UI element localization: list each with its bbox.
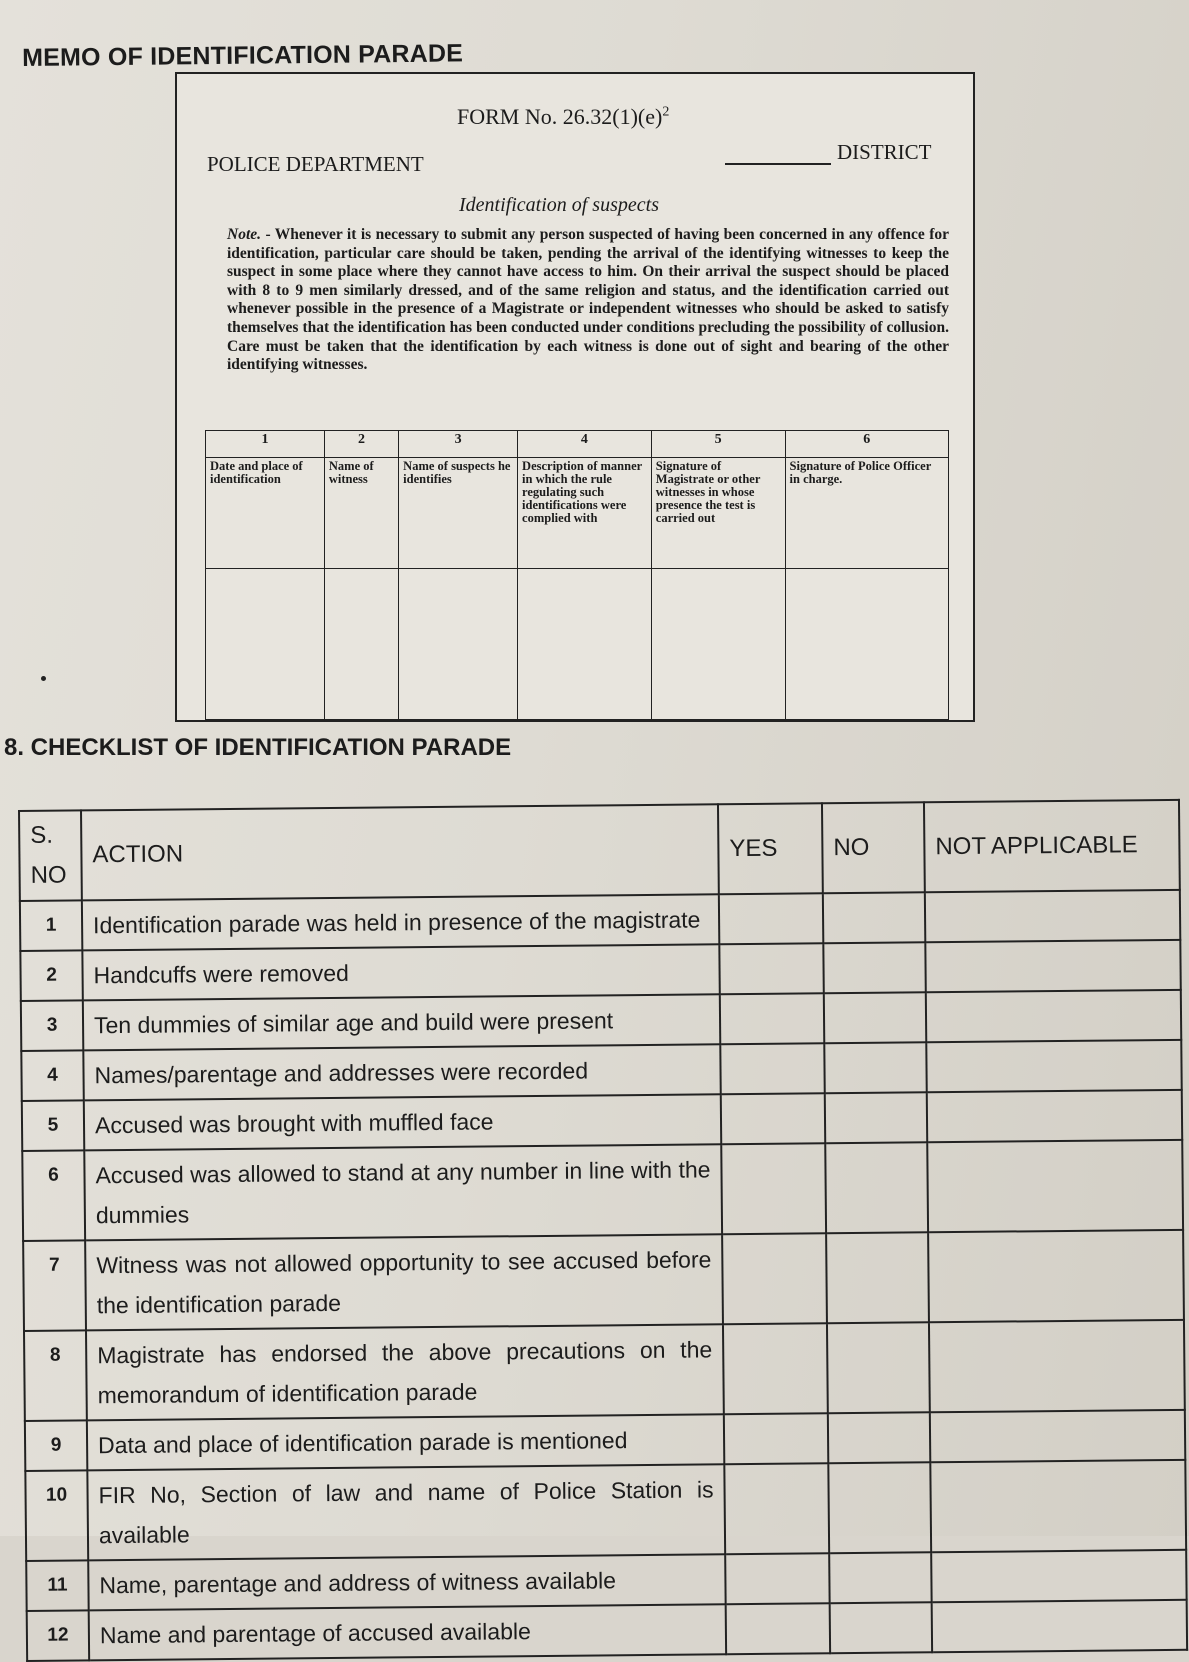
- row-sno: 1: [20, 900, 82, 951]
- no-cell[interactable]: [824, 992, 926, 1043]
- column-header-officer-signature: Signature of Police Officer in charge.: [785, 458, 948, 569]
- row-action: Name, parentage and address of witness available: [88, 1554, 725, 1610]
- form-number: [457, 104, 669, 130]
- column-number: 2: [324, 431, 398, 458]
- blank-cell[interactable]: [518, 569, 652, 720]
- table-row: [23, 1230, 1184, 1331]
- row-sno: 3: [21, 1000, 83, 1051]
- yes-cell[interactable]: [720, 1043, 824, 1094]
- table-row: [22, 1140, 1183, 1241]
- row-sno: 5: [22, 1100, 84, 1151]
- yes-cell[interactable]: [724, 1463, 829, 1554]
- no-cell[interactable]: [824, 1042, 926, 1093]
- row-action: Data and place of identification parade is mentioned: [87, 1414, 724, 1470]
- column-number: 4: [518, 431, 652, 458]
- column-number: 6: [785, 431, 948, 458]
- row-sno: 10: [25, 1470, 88, 1561]
- form-subtitle: Identification of suspects: [459, 194, 659, 216]
- not-applicable-cell[interactable]: [925, 890, 1180, 942]
- no-cell[interactable]: [823, 942, 925, 993]
- row-sno: 8: [24, 1330, 87, 1421]
- ink-dot: [41, 676, 46, 681]
- memo-heading: MEMO OF IDENTIFICATION PARADE: [22, 39, 464, 72]
- not-applicable-cell[interactable]: [926, 1040, 1181, 1092]
- yes-cell[interactable]: [725, 1553, 829, 1604]
- yes-cell[interactable]: [721, 1143, 826, 1234]
- no-cell[interactable]: [827, 1322, 930, 1413]
- checklist-heading: 8. CHECKLIST OF IDENTIFICATION PARADE: [4, 734, 512, 761]
- form-number-superscript: 2: [662, 104, 670, 120]
- column-header-magistrate-signature: Signature of Magistrate or other witnesses in whose presence the test is carried out: [651, 458, 785, 569]
- not-applicable-cell[interactable]: [930, 1460, 1186, 1552]
- row-sno: 4: [21, 1050, 83, 1101]
- row-sno: 7: [23, 1240, 86, 1331]
- header-action: ACTION: [81, 804, 719, 900]
- not-applicable-cell[interactable]: [927, 1140, 1183, 1232]
- column-number: 5: [651, 431, 785, 458]
- police-department-label: POLICE DEPARTMENT: [207, 152, 424, 176]
- no-cell[interactable]: [825, 1142, 928, 1233]
- not-applicable-cell[interactable]: [932, 1600, 1187, 1652]
- no-cell[interactable]: [823, 892, 925, 943]
- table-row: [27, 1600, 1187, 1661]
- district-label: DISTRICT: [837, 140, 932, 164]
- not-applicable-cell[interactable]: [931, 1550, 1186, 1602]
- yes-cell[interactable]: [724, 1413, 828, 1464]
- form-table-header-row: [206, 458, 949, 569]
- not-applicable-cell[interactable]: [928, 1230, 1184, 1322]
- form-number-text: FORM No. 26.32(1)(e): [457, 104, 663, 129]
- column-header-suspects: Name of suspects he identifies: [399, 458, 518, 569]
- no-cell[interactable]: [828, 1412, 930, 1463]
- yes-cell[interactable]: [720, 993, 824, 1044]
- row-action: Identification parade was held in presence of the magistrate: [82, 894, 719, 950]
- column-header-description: Description of manner in which the rule regulating such identifications were complied with: [518, 458, 652, 569]
- checklist-body: [20, 890, 1187, 1661]
- blank-cell[interactable]: [206, 569, 325, 720]
- no-cell[interactable]: [826, 1232, 929, 1323]
- checklist-table: [18, 799, 1188, 1662]
- header-no: NO: [822, 802, 925, 893]
- form-box: [175, 72, 975, 722]
- district-blank-line: [725, 149, 831, 165]
- column-number: 1: [206, 431, 325, 458]
- district-field: [725, 140, 932, 165]
- yes-cell[interactable]: [719, 893, 823, 944]
- table-row: [24, 1320, 1185, 1421]
- not-applicable-cell[interactable]: [925, 940, 1180, 992]
- row-action: Names/parentage and addresses were recorded: [83, 1044, 720, 1100]
- not-applicable-cell[interactable]: [930, 1410, 1185, 1462]
- row-sno: 9: [25, 1420, 87, 1471]
- row-action: Magistrate has endorsed the above precautions on the memorandum of identification parade: [86, 1324, 724, 1420]
- blank-cell[interactable]: [785, 569, 948, 720]
- checklist-header-row: [19, 800, 1180, 901]
- not-applicable-cell[interactable]: [927, 1090, 1182, 1142]
- row-sno: 12: [27, 1610, 89, 1661]
- row-action: Witness was not allowed opportunity to see accused before the identification parade: [85, 1234, 723, 1330]
- yes-cell[interactable]: [719, 943, 823, 994]
- note-label: Note.: [227, 226, 262, 243]
- row-action: FIR No, Section of law and name of Police Station is available: [87, 1464, 725, 1560]
- blank-cell[interactable]: [324, 569, 398, 720]
- no-cell[interactable]: [829, 1552, 931, 1603]
- note-text: - Whenever it is necessary to submit any person suspected of having been concerned in any offence for identification, particular care should be taken, pending the arrival of the identifying witnesses to keep the suspect in some place where they cannot have access to him. On their arrival the suspect should be placed with 8 to 9 men similarly dressed, and of the same religion and status, and the identification carried out whenever possible in the presence of a Magistrate or independent witnesses who should be asked to satisfy themselves that the identification has been conducted under conditions precluding the possibility of collusion. Care must be taken that the identification by each witness is done out of sight and bearing of the other identifying witnesses.: [227, 226, 949, 374]
- blank-cell[interactable]: [651, 569, 785, 720]
- blank-cell[interactable]: [399, 569, 518, 720]
- row-sno: 6: [22, 1150, 85, 1241]
- yes-cell[interactable]: [723, 1323, 828, 1414]
- row-action: Ten dummies of similar age and build were present: [83, 994, 720, 1050]
- yes-cell[interactable]: [721, 1093, 825, 1144]
- column-header-date-place: Date and place of identification: [206, 458, 325, 569]
- row-action: Handcuffs were removed: [82, 944, 719, 1000]
- form-note: [227, 226, 949, 375]
- form-table-blank-row: [206, 569, 949, 720]
- column-number: 3: [399, 431, 518, 458]
- yes-cell[interactable]: [722, 1233, 827, 1324]
- table-row: [25, 1460, 1186, 1561]
- not-applicable-cell[interactable]: [926, 990, 1181, 1042]
- no-cell[interactable]: [830, 1602, 932, 1653]
- no-cell[interactable]: [825, 1092, 927, 1143]
- header-yes: YES: [718, 803, 823, 894]
- row-action: Name and parentage of accused available: [89, 1604, 726, 1660]
- form-table-number-row: [206, 431, 949, 458]
- column-header-witness-name: Name of witness: [324, 458, 398, 569]
- row-sno: 2: [20, 950, 82, 1001]
- row-action: Accused was brought with muffled face: [84, 1094, 721, 1150]
- identification-form-table: [205, 430, 949, 720]
- row-action: Accused was allowed to stand at any number in line with the dummies: [84, 1144, 722, 1240]
- row-sno: 11: [26, 1560, 88, 1611]
- header-sno: S. NO: [19, 810, 82, 901]
- yes-cell[interactable]: [726, 1603, 830, 1654]
- not-applicable-cell[interactable]: [929, 1320, 1185, 1412]
- no-cell[interactable]: [828, 1462, 931, 1553]
- header-not-applicable: NOT APPLICABLE: [924, 800, 1180, 892]
